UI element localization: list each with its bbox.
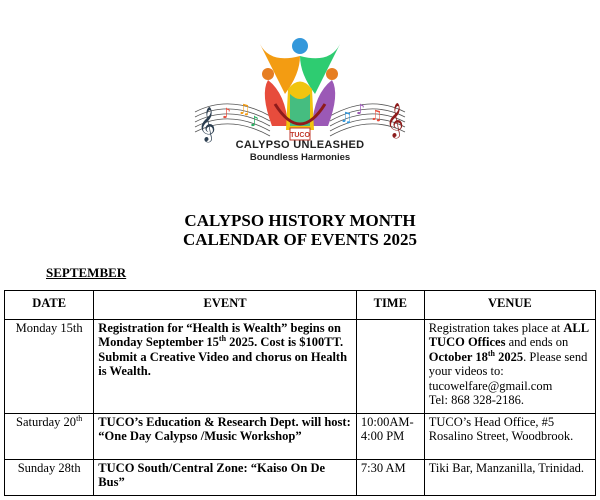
table-row xyxy=(5,459,596,495)
logo-brand-name: CALYPSO UNLEASHED xyxy=(235,139,365,151)
row-event: TUCO South/Central Zone: “Kaiso On De Bus” xyxy=(94,459,357,495)
row-time: 7:30 AM xyxy=(356,459,424,495)
dancer-figure xyxy=(260,38,340,130)
events-table xyxy=(4,290,596,496)
treble-clef-right-icon: 𝄞 xyxy=(386,103,404,138)
row-date: Saturday 20th xyxy=(5,413,94,459)
row-time: 10:00AM-4:00 PM xyxy=(356,413,424,459)
treble-clef-icon: 𝄞 xyxy=(198,107,216,142)
row-date: Monday 15th xyxy=(5,319,94,413)
document-subtitle: CALENDAR OF EVENTS 2025 xyxy=(182,230,418,249)
table-row xyxy=(5,413,596,459)
month-heading: SEPTEMBER xyxy=(46,265,127,280)
logo-tagline: Boundless Harmonies xyxy=(249,152,351,163)
row-venue: Tiki Bar, Manzanilla, Trinidad. xyxy=(424,459,595,495)
row-date: Sunday 28th xyxy=(5,459,94,495)
table-row xyxy=(5,319,596,413)
row-venue: Registration takes place at ALL TUCO Offices and ends on October 18th 2025. Please send your videos to: tucowelfare@gmail.com Tel: 868 328-2186. xyxy=(424,319,595,413)
row-time xyxy=(356,319,424,413)
document-title: CALYPSO HISTORY MONTH xyxy=(184,211,416,230)
svg-text:♫: ♫ xyxy=(238,102,251,118)
header-venue: VENUE xyxy=(424,291,595,320)
svg-text:♫: ♫ xyxy=(340,110,353,126)
svg-text:♪: ♪ xyxy=(250,114,259,130)
row-event: TUCO’s Education & Research Dept. will host: “One Day Calypso /Music Workshop” xyxy=(94,413,357,459)
svg-text:♪: ♪ xyxy=(356,102,365,118)
table-header-row xyxy=(5,291,596,320)
svg-text:♫: ♫ xyxy=(370,108,383,124)
row-venue: TUCO’s Head Office, #5 Rosalino Street, Woodbrook. xyxy=(424,413,595,459)
header-event: EVENT xyxy=(94,291,357,320)
header-time: TIME xyxy=(356,291,424,320)
tuco-badge-text: TUCO xyxy=(290,132,310,139)
svg-text:♪: ♪ xyxy=(222,106,231,122)
header-date: DATE xyxy=(5,291,94,320)
row-event: Registration for “Health is Wealth” begins on Monday September 15th 2025. Cost is $100TT. Submit a Creative Video and chorus on Health is Wealth. xyxy=(94,319,357,413)
